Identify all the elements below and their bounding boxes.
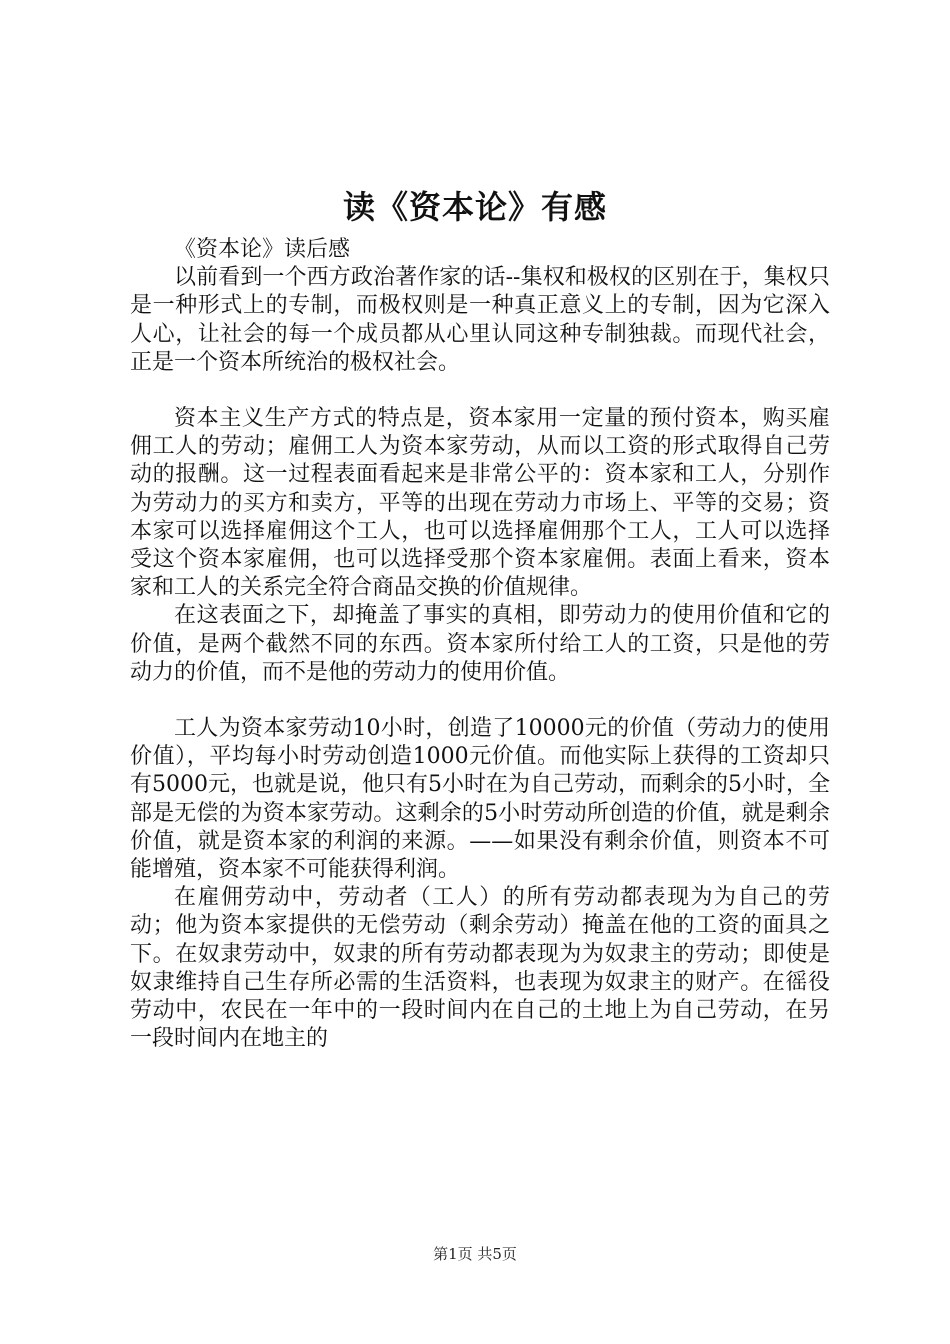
document-title: 读《资本论》有感 <box>342 188 607 226</box>
paragraph: 在这表面之下，却掩盖了事实的真相，即劳动力的使用价值和它的价值，是两个截然不同的东西。资本家所付给工人的工资，只是他的劳动力的价值，而不是他的劳动力的使用价值。 <box>130 603 830 685</box>
paragraph-subtitle: 《资本论》读后感 <box>174 237 351 262</box>
paragraph: 以前看到一个西方政治著作家的话--集权和极权的区别在于，集权只是一种形式上的专制，而极权则是一种真正意义上的专制，因为它深入人心，让社会的每一个成员都从心里认同这种专制独裁。而现代社会，正是一个资本所统治的极权社会。 <box>130 265 830 375</box>
paragraph: 工人为资本家劳动10小时，创造了10000元的价值（劳动力的使用价值），平均每小时劳动创造1000元价值。而他实际上获得的工资却只有5000元，也就是说，他只有5小时在为自己劳动，而剩余的5小时，全部是无偿的为资本家劳动。这剩余的5小时劳动所创造的价值，就是剩余价值，就是资本家的利润的来源。——如果没有剩余价值，则资本不可能增殖，资本家不可能获得利润。 <box>130 716 830 883</box>
document-body <box>130 236 830 1053</box>
page-footer: 第1页 共5页 <box>433 1245 517 1263</box>
paragraph: 资本主义生产方式的特点是，资本家用一定量的预付资本，购买雇佣工人的劳动；雇佣工人为资本家劳动，从而以工资的形式取得自己劳动的报酬。这一过程表面看起来是非常公平的：资本家和工人，分别作为劳动力的买方和卖方，平等的出现在劳动力市场上、平等的交易；资本家可以选择雇佣这个工人，也可以选择雇佣那个工人，工人可以选择受这个资本家雇佣，也可以选择受那个资本家雇佣。表面上看来，资本家和工人的关系完全符合商品交换的价值规律。 <box>130 406 830 601</box>
paragraph: 在雇佣劳动中，劳动者（工人）的所有劳动都表现为为自己的劳动；他为资本家提供的无偿劳动（剩余劳动）掩盖在他的工资的面具之下。在奴隶劳动中，奴隶的所有劳动都表现为为奴隶主的劳动；即使是奴隶维持自己生存所必需的生活资料，也表现为奴隶主的财产。在徭役劳动中，农民在一年中的一段时间内在自己的土地上为自己劳动，在另一段时间内在地主的 <box>130 885 830 1052</box>
